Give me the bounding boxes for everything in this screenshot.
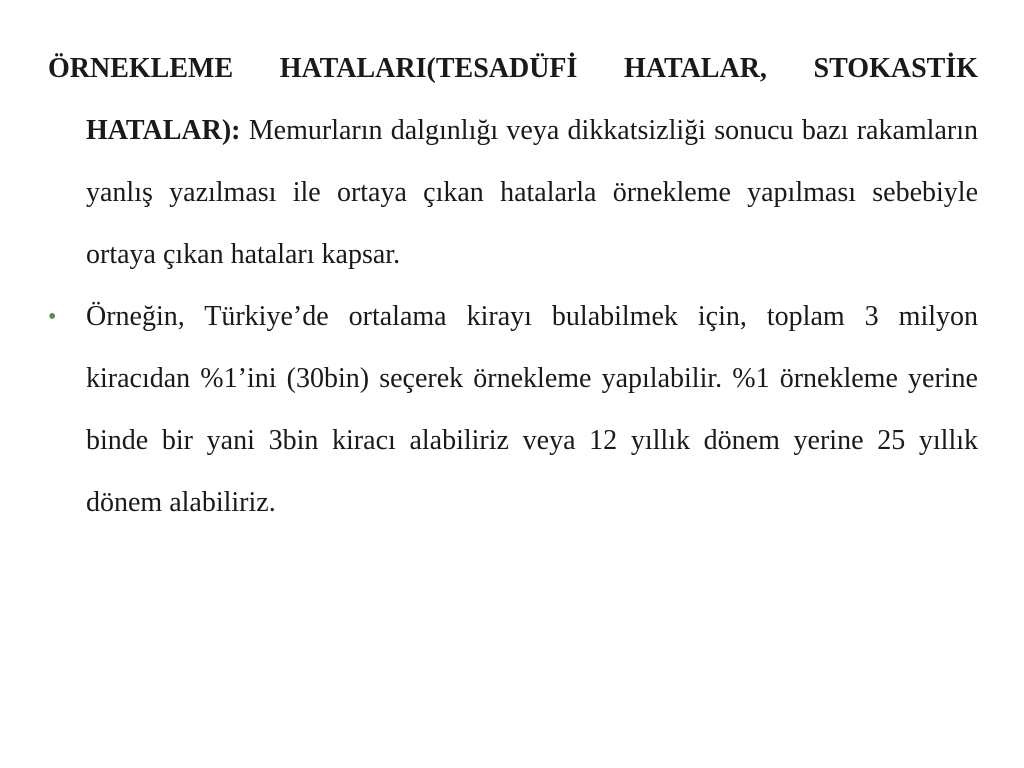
definition-paragraph [48,38,978,286]
bullet-item [48,286,978,534]
bullet-text: Örneğin, Türkiye’de ortalama kirayı bulabilmek için, toplam 3 milyon kiracıdan %1’ini (30bin) seçerek örnekleme yapılabilir. %1 örnekleme yerine binde bir yani 3bin kiracı alabiliriz veya 12 yıllık dönem yerine 25 yıllık dönem alabiliriz. [86,301,978,518]
definition-term: ÖRNEKLEME HATALARI(TESADÜFİ HATALAR, STOKASTİK HATALAR): [48,53,978,146]
bullet-icon: • [48,304,57,330]
slide-content [48,38,978,534]
definition-body: Memurların dalgınlığı veya dikkatsizliği sonucu bazı rakamların yanlış yazılması ile ortaya çıkan hatalarla örnekleme yapılması sebebiyle ortaya çıkan hataları kapsar. [86,115,978,270]
